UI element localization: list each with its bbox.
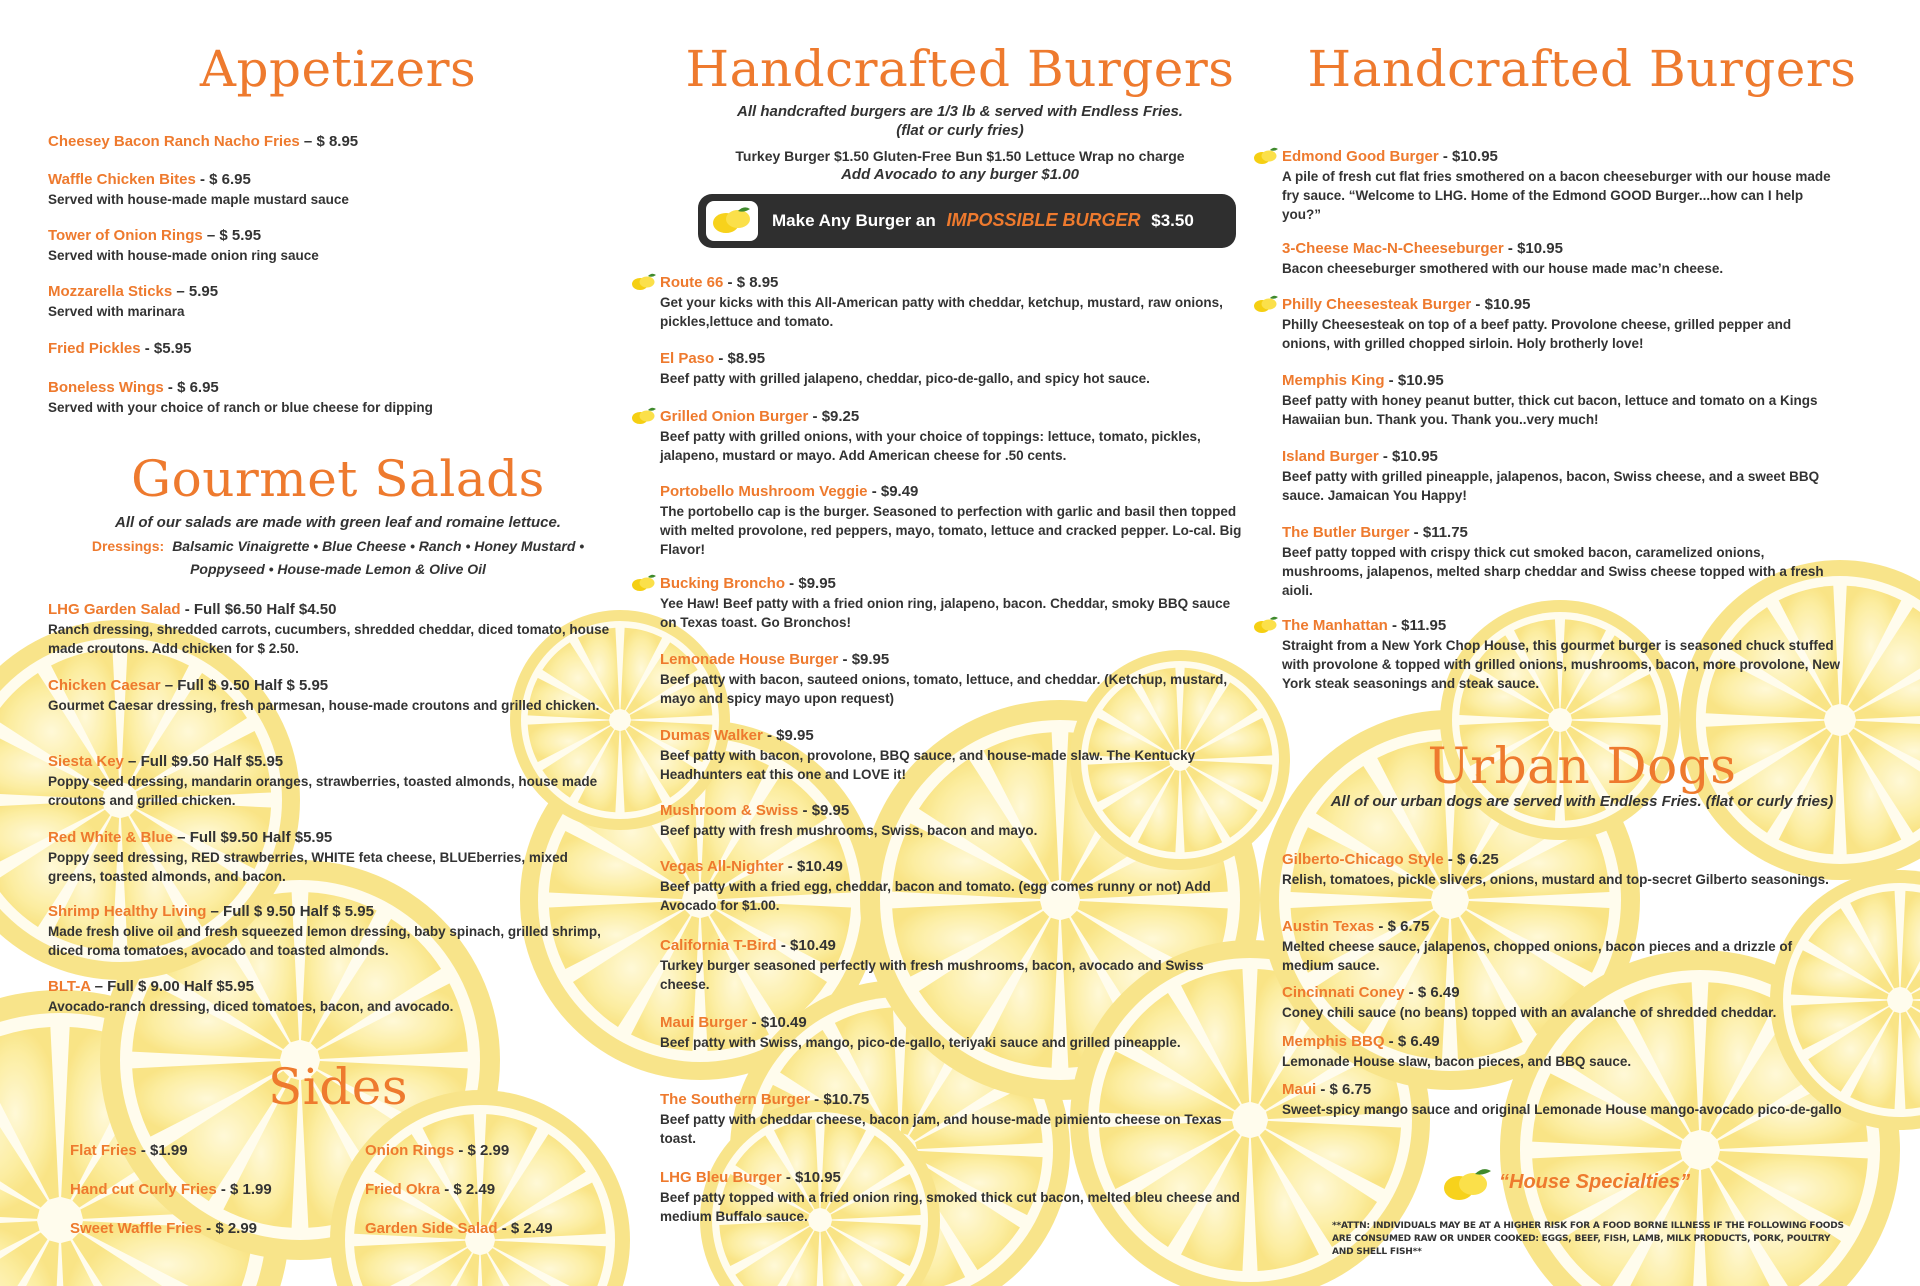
item-line bbox=[660, 801, 1250, 820]
item-price: - $ 1.99 bbox=[216, 1181, 272, 1198]
menu-item bbox=[660, 273, 1250, 331]
item-description: Beef patty with grilled onions, with your choice of toppings: lettuce, tomato, pickles, jalapeno, mustard or mayo. Add American cheese for .50 cents. bbox=[660, 429, 1201, 463]
item-name: Lemonade House Burger bbox=[660, 651, 839, 668]
item-line bbox=[48, 676, 618, 695]
item-name: Bucking Broncho bbox=[660, 575, 786, 592]
item-description: Served with marinara bbox=[48, 304, 185, 319]
item-line bbox=[48, 378, 618, 397]
item-name: Austin Texas bbox=[1282, 918, 1375, 935]
item-description: Poppy seed dressing, RED strawberries, WHITE feta cheese, BLUEberries, mixed greens, toasted almonds, and bacon. bbox=[48, 850, 568, 884]
item-description: Served with house-made onion ring sauce bbox=[48, 248, 319, 263]
dressings-label: Dressings: bbox=[91, 538, 165, 554]
item-line bbox=[1282, 983, 1842, 1002]
item-line bbox=[660, 482, 1250, 501]
item-description: Beef patty with bacon, provolone, BBQ sauce, and house-made slaw. The Kentucky Headhunters eat this one and LOVE it! bbox=[660, 748, 1196, 782]
side-item bbox=[70, 1181, 272, 1198]
banner-text bbox=[772, 210, 1194, 231]
menu-item bbox=[1282, 1032, 1842, 1071]
item-name: Fried Okra bbox=[365, 1181, 441, 1198]
item-price: - $9.95 bbox=[785, 575, 836, 592]
item-name: Sweet Waffle Fries bbox=[70, 1220, 202, 1237]
item-line bbox=[48, 339, 618, 358]
item-description: Poppy seed dressing, mandarin oranges, strawberries, toasted almonds, house made croutons and grilled chicken. bbox=[48, 774, 598, 808]
item-price: - $10.49 bbox=[783, 858, 843, 875]
item-description: Relish, tomatoes, pickle slivers, onions, mustard and top-secret Gilberto seasonings. bbox=[1282, 872, 1829, 887]
item-name: 3-Cheese Mac-N-Cheeseburger bbox=[1282, 240, 1504, 257]
item-line bbox=[1282, 147, 1842, 166]
salads-title: Gourmet Salads bbox=[131, 450, 545, 508]
menu-item bbox=[1282, 371, 1842, 429]
item-price: - $1.99 bbox=[136, 1142, 188, 1159]
item-description: Beef patty with fresh mushrooms, Swiss, bacon and mayo. bbox=[660, 823, 1038, 838]
item-price: - $9.95 bbox=[762, 727, 814, 744]
item-price: - $9.49 bbox=[867, 483, 919, 500]
item-name: Flat Fries bbox=[70, 1142, 137, 1159]
item-description: Beef patty with cheddar cheese, bacon jam, and house-made pimiento cheese on Texas toast. bbox=[660, 1112, 1222, 1146]
lemon-icon bbox=[1252, 146, 1279, 166]
item-description: Bacon cheeseburger smothered with our house made mac’n cheese. bbox=[1282, 261, 1724, 276]
item-description: Beef patty with grilled pineapple, jalapenos, bacon, Swiss cheese, and a sweet BBQ sauce. Jamaican You Happy! bbox=[1282, 469, 1820, 503]
item-line bbox=[660, 726, 1250, 745]
item-price: – $ 8.95 bbox=[299, 133, 359, 150]
item-price: – Full $ 9.50 Half $ 5.95 bbox=[160, 677, 329, 694]
item-name: Cincinnati Coney bbox=[1282, 984, 1405, 1001]
item-name: Boneless Wings bbox=[48, 379, 164, 396]
item-description: Gourmet Caesar dressing, fresh parmesan, house-made croutons and grilled chicken. bbox=[48, 698, 600, 713]
item-price: – Full $ 9.00 Half $5.95 bbox=[90, 978, 254, 995]
menu-item bbox=[48, 676, 618, 715]
item-line bbox=[1282, 1080, 1842, 1099]
item-price: - Full $6.50 Half $4.50 bbox=[180, 601, 337, 618]
menu-item bbox=[660, 726, 1250, 784]
item-name: California T-Bird bbox=[660, 937, 777, 954]
item-name: Tower of Onion Rings bbox=[48, 227, 203, 244]
item-name: The Manhattan bbox=[1282, 617, 1388, 634]
item-name: Philly Cheesesteak Burger bbox=[1282, 296, 1472, 313]
item-line bbox=[660, 1090, 1250, 1109]
item-name: The Butler Burger bbox=[1282, 524, 1410, 541]
burgers-note-line-1: All handcrafted burgers are 1/3 lb & served with Endless Fries. bbox=[737, 103, 1183, 120]
lemon-icon bbox=[630, 406, 657, 426]
item-line bbox=[660, 1168, 1250, 1187]
item-price: - $8.95 bbox=[714, 350, 766, 367]
menu-item bbox=[48, 132, 618, 151]
item-description: Beef patty with a fried egg, cheddar, bacon and tomato. (egg comes runny or not) Add Avocado for $1.00. bbox=[660, 879, 1211, 913]
item-name: Fried Pickles bbox=[48, 340, 141, 357]
item-line bbox=[1282, 1032, 1842, 1051]
item-description: Beef patty with honey peanut butter, thick cut bacon, lettuce and tomato on a Kings Hawaiian bun. Thank you. Thank you..very much! bbox=[1282, 393, 1818, 427]
item-description: Get your kicks with this All-American patty with cheddar, ketchup, mustard, raw onions, pickles,lettuce and tomato. bbox=[660, 295, 1223, 329]
item-name: LHG Garden Salad bbox=[48, 601, 181, 618]
item-line bbox=[1282, 850, 1842, 869]
menu-item bbox=[660, 857, 1250, 915]
item-name: Maui bbox=[1282, 1081, 1317, 1098]
side-item bbox=[365, 1220, 553, 1237]
item-line bbox=[48, 752, 618, 771]
item-line bbox=[1282, 295, 1842, 314]
appetizers-title: Appetizers bbox=[199, 40, 477, 98]
item-name: BLT-A bbox=[48, 978, 91, 995]
menu-item bbox=[660, 349, 1250, 388]
item-price: - $10.95 bbox=[1384, 372, 1444, 389]
item-line bbox=[660, 407, 1250, 426]
item-line bbox=[48, 902, 618, 921]
item-price: - $10.75 bbox=[810, 1091, 870, 1108]
item-description: A pile of fresh cut flat fries smothered on a bacon cheeseburger with our house made fry sauce. “Welcome to LHG. Home of the Edmond GOOD Burger...how can I help you?” bbox=[1282, 169, 1831, 222]
item-name: Mozzarella Sticks bbox=[48, 283, 173, 300]
item-name: Route 66 bbox=[660, 274, 724, 291]
item-name: Onion Rings bbox=[365, 1142, 455, 1159]
lemon-icon bbox=[630, 573, 657, 593]
dressings-list bbox=[48, 535, 628, 581]
burgers-note-line-2: (flat or curly fries) bbox=[896, 122, 1024, 139]
item-name: The Southern Burger bbox=[660, 1091, 811, 1108]
item-description: Melted cheese sauce, jalapenos, chopped onions, bacon pieces and a drizzle of medium sauce. bbox=[1282, 939, 1793, 973]
menu-item bbox=[48, 339, 618, 358]
house-specialties-label: “House Specialties” bbox=[1499, 1171, 1691, 1193]
item-description: Beef patty with bacon, sauteed onions, tomato, lettuce, and cheddar. (Ketchup, mustard, mayo and spicy mayo upon request) bbox=[660, 672, 1228, 706]
item-name: Hand cut Curly Fries bbox=[70, 1181, 217, 1198]
item-name: Portobello Mushroom Veggie bbox=[660, 483, 868, 500]
item-price: - $ 8.95 bbox=[723, 274, 779, 291]
item-name: Grilled Onion Burger bbox=[660, 408, 809, 425]
item-price: - $11.75 bbox=[1409, 524, 1468, 541]
item-name: Memphis BBQ bbox=[1282, 1033, 1385, 1050]
menu-item bbox=[1282, 983, 1842, 1022]
item-price: - $ 6.95 bbox=[195, 171, 251, 188]
menu-item bbox=[48, 226, 618, 265]
menu-item bbox=[1282, 917, 1842, 975]
item-price: - $10.95 bbox=[781, 1169, 841, 1186]
menu-item bbox=[660, 574, 1250, 632]
menu-item bbox=[660, 936, 1250, 994]
item-price: - $ 6.49 bbox=[1384, 1033, 1440, 1050]
item-description: Lemonade House slaw, bacon pieces, and BBQ sauce. bbox=[1282, 1054, 1632, 1069]
item-description: Beef patty with Swiss, mango, pico-de-gallo, teriyaki sauce and grilled pineapple. bbox=[660, 1035, 1181, 1050]
menu-item bbox=[1282, 239, 1842, 278]
item-description: Sweet-spicy mango sauce and original Lemonade House mango-avocado pico-de-gallo bbox=[1282, 1102, 1842, 1117]
item-description: Beef patty topped with a fried onion ring, smoked thick cut bacon, melted bleu cheese and medium Buffalo sauce. bbox=[660, 1190, 1240, 1224]
item-line bbox=[660, 650, 1250, 669]
food-safety-notice: **ATTN: INDIVIDUALS MAY BE AT A HIGHER RISK FOR A FOOD BORNE ILLNESS IF THE FOLLOWING FOODS ARE CONSUMED RAW OR UNDER COOKED: EGGS, BEEF, FISH, LAMB, MILK PRODUCTS, PORK, POULTRY AND SHELL FISH** bbox=[1332, 1221, 1844, 1257]
item-price: - $10.49 bbox=[776, 937, 836, 954]
menu-item bbox=[660, 1013, 1250, 1052]
item-description: Beef patty topped with crispy thick cut smoked bacon, caramelized onions, mushrooms, jalapenos, melted sharp cheddar and Swiss cheese topped with a fresh aioli. bbox=[1282, 545, 1824, 598]
item-name: El Paso bbox=[660, 350, 715, 367]
item-description: Straight from a New York Chop House, this gourmet burger is seasoned chuck stuffed with provolone & topped with grilled onions, mushrooms, bacon, more provolone, New York steak seasonings and steak sauce. bbox=[1282, 638, 1841, 691]
menu-item bbox=[660, 650, 1250, 708]
menu-item bbox=[48, 902, 618, 960]
item-line bbox=[1282, 616, 1842, 635]
menu-item bbox=[48, 752, 618, 810]
item-line bbox=[48, 600, 618, 619]
item-line bbox=[48, 132, 618, 151]
item-name: Memphis King bbox=[1282, 372, 1385, 389]
item-name: Edmond Good Burger bbox=[1282, 148, 1439, 165]
item-description: Served with house-made maple mustard sauce bbox=[48, 192, 349, 207]
lemon-icon bbox=[1252, 294, 1279, 314]
dogs-note: All of our urban dogs are served with Endless Fries. (flat or curly fries) bbox=[1330, 793, 1834, 810]
item-price: – $ 5.95 bbox=[202, 227, 262, 244]
item-name: Island Burger bbox=[1282, 448, 1379, 465]
item-price: - $ 6.95 bbox=[163, 379, 219, 396]
menu-item bbox=[48, 378, 618, 417]
item-description: Coney chili sauce (no beans) topped with an avalanche of shredded cheddar. bbox=[1282, 1005, 1777, 1020]
banner-price: $3.50 bbox=[1151, 211, 1194, 230]
item-name: Shrimp Healthy Living bbox=[48, 903, 207, 920]
item-line bbox=[660, 936, 1250, 955]
item-price: - $ 2.99 bbox=[201, 1220, 258, 1237]
menu-item bbox=[48, 600, 618, 658]
item-line bbox=[1282, 447, 1842, 466]
item-price: - $ 6.25 bbox=[1443, 851, 1499, 868]
menu-item bbox=[1282, 295, 1842, 353]
item-line bbox=[660, 349, 1250, 368]
item-name: Chicken Caesar bbox=[48, 677, 161, 694]
item-line bbox=[48, 226, 618, 245]
menu-item bbox=[660, 407, 1250, 465]
item-price: – Full $9.50 Half $5.95 bbox=[173, 829, 333, 846]
banner-prefix: Make Any Burger an bbox=[772, 211, 936, 230]
menu-item bbox=[1282, 447, 1842, 505]
item-line bbox=[660, 1013, 1250, 1032]
menu-item bbox=[660, 1090, 1250, 1148]
item-price: - $ 2.99 bbox=[454, 1142, 510, 1159]
item-line bbox=[660, 574, 1250, 593]
item-line bbox=[48, 170, 618, 189]
item-description: Philly Cheesesteak on top of a beef patty. Provolone cheese, grilled pepper and onions, with grilled chopped sirloin. Holy brotherly love! bbox=[1282, 317, 1792, 351]
item-line bbox=[48, 977, 618, 996]
item-description: The portobello cap is the burger. Seasoned to perfection with garlic and basil then topped with melted provolone, red peppers, mayo, tomato, lettuce and cracked pepper. Lo-cal. Big Flavor! bbox=[660, 504, 1242, 557]
item-line bbox=[1282, 917, 1842, 936]
dressings-line-2: Poppyseed • House-made Lemon & Olive Oil bbox=[190, 561, 486, 577]
burgers-title-2: Handcrafted Burgers bbox=[1307, 40, 1857, 98]
menu-item bbox=[660, 1168, 1250, 1226]
salads-note: All of our salads are made with green leaf and romaine lettuce. bbox=[115, 514, 561, 531]
dogs-title: Urban Dogs bbox=[1427, 737, 1737, 795]
side-item bbox=[70, 1142, 188, 1159]
item-name: Garden Side Salad bbox=[365, 1220, 498, 1237]
side-item bbox=[70, 1220, 257, 1237]
item-price: - $10.95 bbox=[1438, 148, 1498, 165]
item-line bbox=[1282, 239, 1842, 258]
menu-item bbox=[1282, 616, 1842, 693]
item-name: Red White & Blue bbox=[48, 829, 174, 846]
dressings-line-1: Balsamic Vinaigrette • Blue Cheese • Ranch • Honey Mustard • bbox=[172, 538, 585, 554]
item-line bbox=[1282, 523, 1842, 542]
item-line bbox=[1282, 371, 1842, 390]
menu-item bbox=[1282, 1080, 1842, 1119]
item-price: - $9.95 bbox=[838, 651, 890, 668]
item-name: Gilberto-Chicago Style bbox=[1282, 851, 1444, 868]
burger-extras: Turkey Burger $1.50 Gluten-Free Bun $1.50 Lettuce Wrap no charge bbox=[735, 148, 1185, 164]
menu-item bbox=[660, 801, 1250, 840]
item-price: - $11.95 bbox=[1387, 617, 1447, 634]
menu-item bbox=[1282, 147, 1842, 224]
item-line bbox=[660, 273, 1250, 292]
sides-title: Sides bbox=[268, 1058, 408, 1116]
item-price: - $ 6.49 bbox=[1404, 984, 1460, 1001]
item-name: Mushroom & Swiss bbox=[660, 802, 799, 819]
menu-item bbox=[660, 482, 1250, 559]
avocado-note: Add Avocado to any burger $1.00 bbox=[841, 166, 1079, 183]
banner-brand: IMPOSSIBLE BURGER bbox=[946, 210, 1141, 230]
item-price: – Full $9.50 Half $5.95 bbox=[123, 753, 284, 770]
item-line bbox=[48, 282, 618, 301]
item-price: - $10.95 bbox=[1471, 296, 1531, 313]
item-name: LHG Bleu Burger bbox=[660, 1169, 782, 1186]
menu-item bbox=[1282, 523, 1842, 600]
item-description: Made fresh olive oil and fresh squeezed lemon dressing, baby spinach, grilled shrimp, diced roma tomatoes, avocado and toasted almonds. bbox=[48, 924, 601, 958]
item-description: Avocado-ranch dressing, diced tomatoes, bacon, and avocado. bbox=[48, 999, 454, 1014]
item-price: - $ 6.75 bbox=[1316, 1081, 1372, 1098]
item-price: - $5.95 bbox=[140, 340, 192, 357]
side-item bbox=[365, 1142, 509, 1159]
item-name: Waffle Chicken Bites bbox=[48, 171, 196, 188]
item-description: Beef patty with grilled jalapeno, cheddar, pico-de-gallo, and spicy hot sauce. bbox=[660, 371, 1150, 386]
item-price: - $ 2.49 bbox=[497, 1220, 553, 1237]
menu-item bbox=[1282, 850, 1842, 889]
menu-item bbox=[48, 282, 618, 321]
item-name: Vegas All-Nighter bbox=[660, 858, 784, 875]
item-price: – 5.95 bbox=[172, 283, 219, 300]
item-price: - $10.49 bbox=[747, 1014, 807, 1031]
item-description: Ranch dressing, shredded carrots, cucumbers, shredded cheddar, diced tomato, house made croutons. Add chicken for $ 2.50. bbox=[48, 622, 610, 656]
item-name: Cheesey Bacon Ranch Nacho Fries bbox=[48, 133, 300, 150]
lemon-icon bbox=[1437, 1162, 1495, 1204]
item-name: Maui Burger bbox=[660, 1014, 748, 1031]
item-description: Served with your choice of ranch or blue cheese for dipping bbox=[48, 400, 433, 415]
item-name: Dumas Walker bbox=[660, 727, 763, 744]
menu-item bbox=[48, 977, 618, 1016]
burgers-title-1: Handcrafted Burgers bbox=[685, 40, 1235, 98]
lemon-icon bbox=[1252, 615, 1279, 635]
item-description: Turkey burger seasoned perfectly with fresh mushrooms, bacon, avocado and Swiss cheese. bbox=[660, 958, 1204, 992]
lemon-icon bbox=[704, 199, 760, 243]
menu-item bbox=[48, 170, 618, 209]
impossible-burger-banner bbox=[698, 194, 1236, 248]
item-price: - $ 6.75 bbox=[1374, 918, 1430, 935]
item-price: – Full $ 9.50 Half $ 5.95 bbox=[206, 903, 374, 920]
item-line bbox=[48, 828, 618, 847]
item-price: - $10.95 bbox=[1503, 240, 1563, 257]
item-price: - $ 2.49 bbox=[440, 1181, 496, 1198]
item-line bbox=[660, 857, 1250, 876]
item-name: Siesta Key bbox=[48, 753, 124, 770]
lemon-icon bbox=[630, 272, 657, 292]
item-price: - $9.25 bbox=[808, 408, 860, 425]
side-item bbox=[365, 1181, 495, 1198]
item-price: - $10.95 bbox=[1378, 448, 1438, 465]
item-price: - $9.95 bbox=[798, 802, 850, 819]
menu-item bbox=[48, 828, 618, 886]
item-description: Yee Haw! Beef patty with a fried onion ring, jalapeno, bacon. Cheddar, smoky BBQ sauce on Texas toast. Go Bronchos! bbox=[660, 596, 1231, 630]
